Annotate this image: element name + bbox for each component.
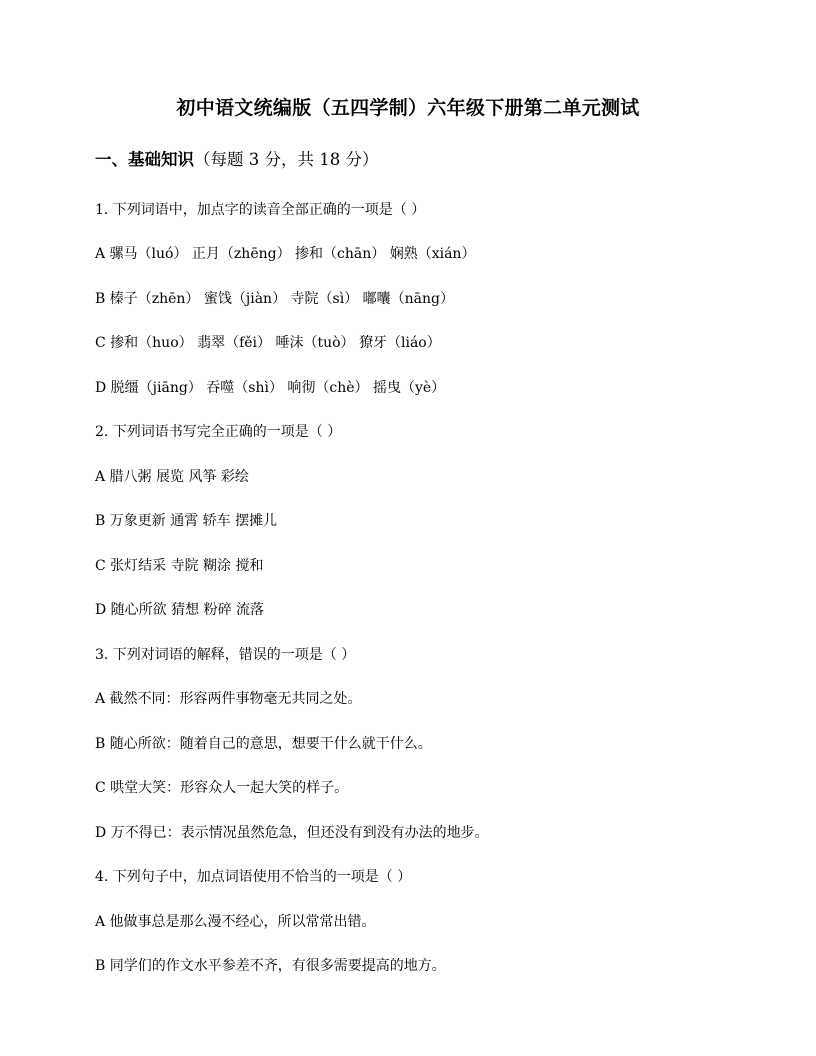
option-text: B 万象更新 通霄 轿车 摆摊儿: [95, 513, 278, 529]
option-text: A 腊八粥 展览 风筝 彩绘: [95, 469, 249, 485]
option-text: D 脱缰（jiāng） 吞噬（shì） 响彻（chè） 摇曳（yè）: [95, 380, 446, 396]
question-text: 3. 下列对词语的解释，错误的一项是（ ）: [95, 647, 356, 663]
section-heading: [95, 147, 378, 173]
option-text: A 截然不同：形容两件事物毫无共同之处。: [95, 691, 362, 707]
option-text: C 张灯结采 寺院 糊涂 搅和: [95, 558, 264, 574]
option-text: B 榛子（zhēn） 蜜饯（jiàn） 寺院（sì） 嘟囔（nāng）: [95, 291, 454, 307]
option-text: B 同学们的作文水平参差不齐，有很多需要提高的地方。: [95, 958, 446, 974]
document-title: 初中语文统编版（五四学制）六年级下册第二单元测试: [176, 97, 640, 119]
option-text: D 万不得已：表示情况虽然危急，但还没有到没有办法的地步。: [95, 825, 489, 841]
question-text: 2. 下列词语书写完全正确的一项是（ ）: [95, 424, 342, 440]
section-heading-label: 一、基础知识: [95, 150, 194, 169]
option-text: A 他做事总是那么漫不经心，所以常常出错。: [95, 914, 376, 930]
option-text: A 骡马（luó） 正月（zhēng） 掺和（chān） 娴熟（xián）: [95, 246, 476, 262]
section-heading-scoring: （每题 3 分，共 18 分）: [194, 150, 379, 169]
option-text: D 随心所欲 猜想 粉碎 流落: [95, 602, 265, 618]
option-text: C 掺和（huo） 翡翠（fěi） 唾沫（tuò） 獠牙（liáo）: [95, 335, 441, 351]
question-text: 4. 下列句子中，加点词语使用不恰当的一项是（ ）: [95, 869, 412, 885]
option-text: C 哄堂大笑：形容众人一起大笑的样子。: [95, 780, 349, 796]
option-text: B 随心所欲：随着自己的意思，想要干什么就干什么。: [95, 736, 432, 752]
question-text: 1. 下列词语中，加点字的读音全部正确的一项是（ ）: [95, 202, 426, 218]
